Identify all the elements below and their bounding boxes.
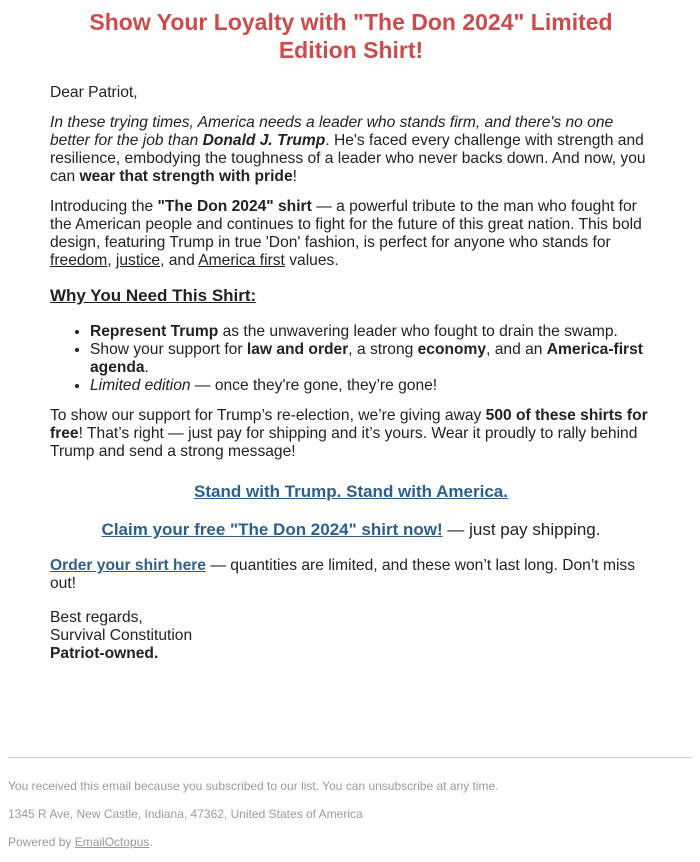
order-paragraph: Order your shirt here — quantities are limited, and these won’t last long. Don’t miss out! [50,557,636,592]
list-item: • Show your support for law and order, a strong economy, and an America-first agenda. [90,341,652,377]
greeting: Dear Patriot, [50,84,138,101]
intro-rest: . He's faced every challenge with strength and resilience, embodying the toughness of a leader who never backs down. And now, you can [50,132,646,185]
email-body [50,0,652,663]
order-shirt-link[interactable]: Order your shirt here [50,557,206,574]
claim-row [50,520,652,540]
introducing-paragraph: Introducing the "The Don 2024" shirt — a powerful tribute to the man who fought for the American people and continues to fight for the future of this great nation. This bold design, featuring Trump in true 'Don' fashion, is perfect for anyone who stands for freedom, justice, and America first values. [50,198,642,269]
freedom-link[interactable]: freedom [50,252,108,269]
trump-name: Donald J. Trump [202,132,326,149]
claim-rest: — just pay shipping. [442,520,601,539]
footer-address: 1345 R Ave, New Castle, Indiana, 47362, United States of America [8,807,363,821]
intro-bold-end: wear that strength with pride [79,168,293,185]
justice-link[interactable]: justice [115,252,161,269]
regards-text: Best regards, [50,609,143,626]
america-first-link[interactable]: America first [198,252,285,269]
signoff [50,609,652,663]
intro-italic: In these trying times, America needs a leader who stands firm, and there's no one better for the job than [50,114,614,149]
emailoctopus-link[interactable]: EmailOctopus [74,835,150,849]
list-item: • Limited edition — once they're gone, they’re gone! [90,377,652,395]
footer-subscribed-note: You received this email because you subscribed to our list. You can unsubscribe at any time. [8,779,499,793]
email-title: Show Your Loyalty with "The Don 2024" Limited Edition Shirt! [89,9,613,63]
footer-divider [8,757,692,758]
org-tagline: Patriot-owned. [50,645,159,662]
why-heading: Why You Need This Shirt: [50,286,257,305]
org-name: Survival Constitution [50,627,193,644]
list-item: • Represent Trump as the unwavering leader who fought to drain the swamp. [90,323,652,341]
stand-with-trump-link[interactable]: Stand with Trump. Stand with America. [194,482,508,501]
reasons-list [50,323,652,395]
claim-shirt-link[interactable]: Claim your free "The Don 2024" shirt now! [101,520,443,539]
stand-with-trump-row [50,482,652,502]
support-paragraph: To show our support for Trump’s re-election, we’re giving away 500 of these shirts for free! That’s right — just pay for shipping and it’s yours. Wear it proudly to rally behind Trump and send a strong message! [50,407,648,460]
footer-powered-by: Powered by EmailOctopus. [8,835,153,849]
intro-paragraph: In these trying times, America needs a leader who stands firm, and there's no one better for the job than Donald J. Trump. He's faced every challenge with strength and resilience, embodying the toughness of a leader who never backs down. And now, you can wear that strength with pride! [50,114,646,185]
shirt-name: "The Don 2024" shirt [157,198,312,215]
